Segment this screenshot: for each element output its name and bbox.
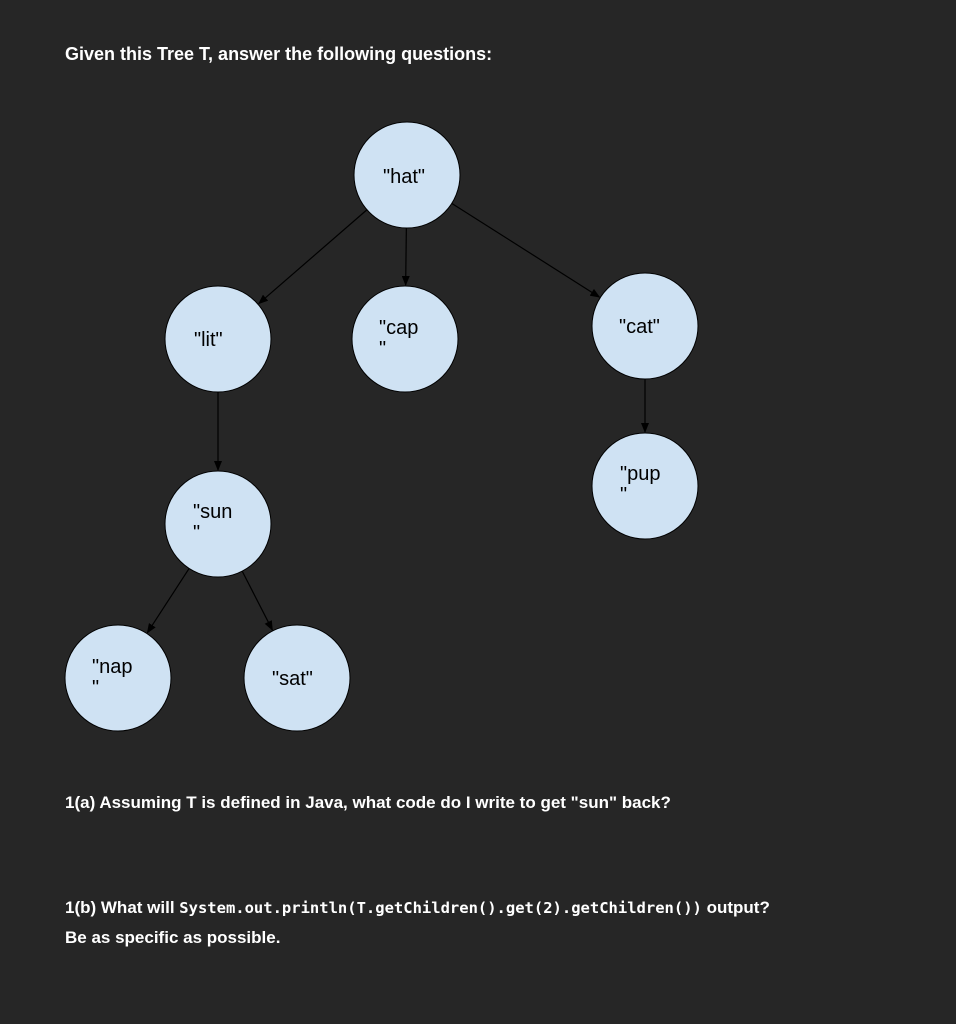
question-1b (65, 893, 770, 953)
node-circle-sun (165, 471, 271, 577)
edge-sun-to-nap (147, 568, 189, 632)
node-circle-cap (352, 286, 458, 392)
edge-sun-to-sat (242, 571, 272, 630)
node-label-cat: "cat" (619, 316, 660, 338)
question-1a: 1(a) Assuming T is defined in Java, what code do I write to get "sun" back? (65, 793, 671, 812)
tree-nodes (65, 122, 698, 731)
question-1b-code: System.out.println(T.getChildren().get(2).getChildren()) (179, 899, 702, 917)
node-pup (592, 433, 698, 539)
edge-hat-to-cap (406, 228, 407, 285)
node-cap (352, 286, 458, 392)
node-label-sat: "sat" (272, 668, 313, 690)
node-cat (592, 273, 698, 379)
node-circle-pup (592, 433, 698, 539)
node-nap (65, 625, 171, 731)
node-label-sun: "sun " (193, 501, 233, 544)
node-label-cap: "cap " (379, 317, 419, 360)
edge-hat-to-cat (452, 203, 600, 297)
node-circle-nap (65, 625, 171, 731)
node-label-pup: "pup " (620, 463, 661, 506)
question-1b-suffix: output? (701, 898, 770, 917)
question-1b-line2: Be as specific as possible. (65, 928, 281, 947)
heading: Given this Tree T, answer the following questions: (65, 44, 493, 64)
node-label-lit: "lit" (194, 329, 223, 351)
node-label-nap: "nap " (92, 656, 133, 699)
node-sun (165, 471, 271, 577)
node-label-hat: "hat" (383, 166, 426, 188)
question-1b-prefix: 1(b) What will (65, 898, 180, 917)
node-sat (244, 625, 350, 731)
node-lit (165, 286, 271, 392)
node-hat (354, 122, 460, 228)
edge-hat-to-lit (259, 210, 367, 304)
